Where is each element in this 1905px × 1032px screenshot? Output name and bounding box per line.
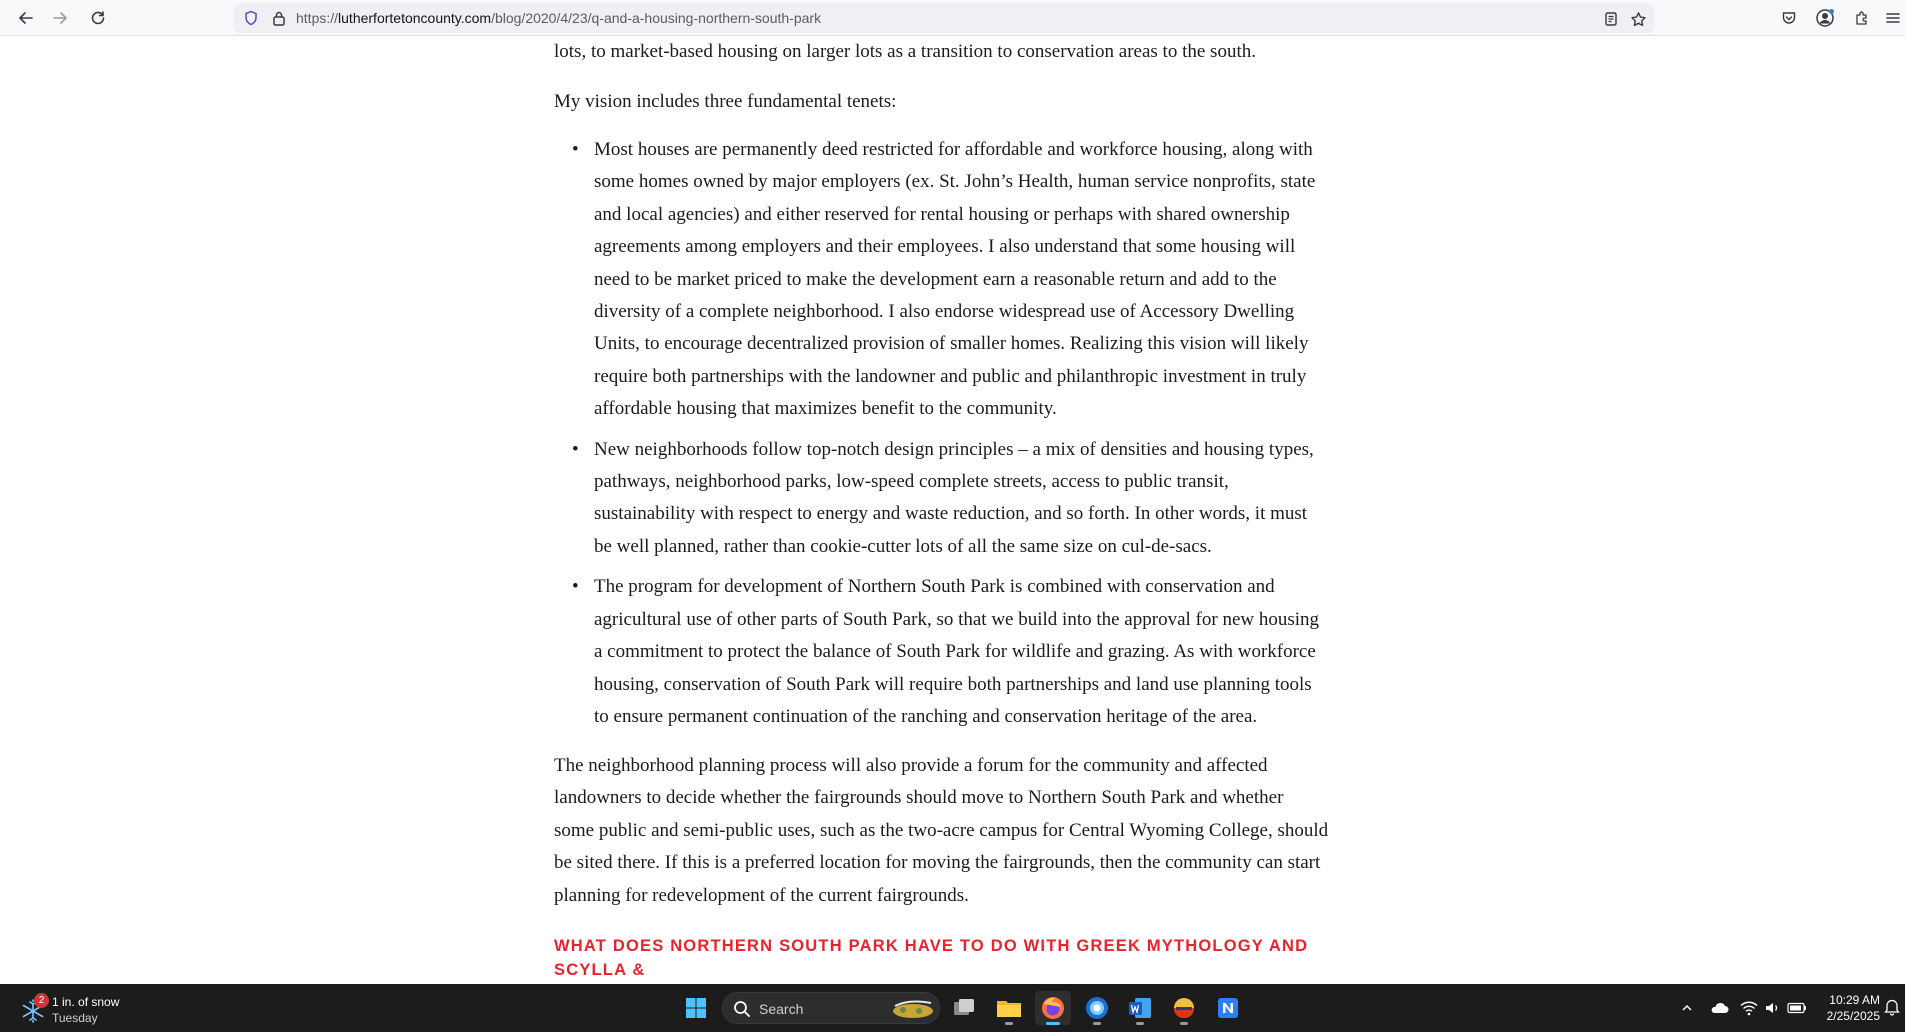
bullet-line: and local agencies) and either reserved for rental housing or perhaps with shared ownership [594, 203, 1290, 225]
url-prefix: https:// [296, 10, 339, 26]
bullet-line: diversity of a complete neighborhood. I also endorse widespread use of Accessory Dwelling [594, 301, 1295, 323]
account-icon[interactable] [1814, 7, 1836, 29]
tenets-list [572, 134, 1374, 741]
paragraph-line: be sited there. If this is a preferred location for moving the fairgrounds, then the community can start [554, 852, 1321, 874]
bullet-line: be well planned, rather than cookie-cutter lots of all the same size on cul-de-sacs. [594, 535, 1212, 557]
bullet-line: require both partnerships with the landowner and public and philanthropic investment in truly [594, 365, 1307, 387]
search-highlight-icon [887, 996, 935, 1020]
browser-icon [1084, 995, 1110, 1021]
reader-view-icon[interactable] [1601, 9, 1621, 29]
bullet-line: Units, to encourage decentralized provision of smaller homes. Realizing this vision will likely [594, 333, 1309, 355]
clock-time: 10:29 AM [1829, 993, 1880, 1007]
bookmark-star-icon[interactable] [1628, 9, 1648, 29]
menu-icon[interactable] [1882, 7, 1904, 29]
reload-button[interactable] [84, 5, 112, 31]
running-indicator [1005, 1022, 1013, 1025]
bullet-line: a commitment to protect the balance of South Park for wildlife and grazing. As with workforce [594, 641, 1316, 663]
taskbar [0, 984, 1905, 1032]
browser-toolbar [0, 0, 1905, 36]
paragraph-line: landowners to decide whether the fairgrounds should move to Northern South Park and whether [554, 787, 1284, 809]
running-indicator [1046, 1022, 1060, 1025]
app-button[interactable] [1166, 991, 1202, 1025]
bullet-line: pathways, neighborhood parks, low-speed complete streets, access to public transit, [594, 471, 1229, 493]
bullet-dot: • [572, 576, 579, 598]
url-host: lutherfortetoncounty.com [338, 10, 492, 26]
taskbar-search[interactable] [722, 992, 940, 1024]
file-explorer-icon [996, 997, 1022, 1019]
clock-date: 2/25/2025 [1826, 1009, 1880, 1023]
task-view-icon [952, 997, 976, 1019]
weather-text: 1 in. of snow [52, 995, 120, 1009]
url-path: /blog/2020/4/23/q-and-a-housing-northern-south-park [491, 10, 822, 26]
forward-icon [52, 10, 68, 26]
bullet-dot: • [572, 139, 579, 160]
heading-line: WHAT DOES NORTHERN SOUTH PARK HAVE TO DO WITH GREEK MYTHOLOGY AND SCYLLA & [554, 937, 1309, 979]
wifi-icon[interactable] [1738, 998, 1760, 1018]
word-button[interactable] [1122, 991, 1158, 1025]
bullet-line: to ensure permanent continuation of the ranching and conservation heritage of the area. [594, 705, 1258, 727]
shield-icon[interactable] [242, 9, 260, 27]
system-clock[interactable] [1802, 992, 1880, 1024]
bullet-line: The program for development of Northern South Park is combined with conservation and [594, 576, 1275, 598]
paragraph-fairgrounds [554, 750, 1374, 912]
weather-badge: 2 [34, 993, 49, 1008]
onedrive-icon[interactable] [1708, 998, 1730, 1018]
paragraph-line: some public and semi-public uses, such as the two-acre campus for Central Wyoming College, should [554, 819, 1329, 841]
paragraph-line: planning for redevelopment of the current fairgrounds. [554, 884, 969, 906]
volume-icon[interactable] [1762, 998, 1784, 1018]
app-icon [1171, 995, 1197, 1021]
word-icon [1127, 996, 1153, 1020]
back-button[interactable] [12, 5, 40, 31]
bullet-dot: • [572, 438, 579, 460]
extensions-icon[interactable] [1851, 7, 1873, 29]
file-explorer-button[interactable] [991, 991, 1027, 1025]
bullet-line: housing, conservation of South Park will require both partnerships and land use planning tools [594, 673, 1312, 695]
bullet-line: some homes owned by major employers (ex. St. John’s Health, human service nonprofits, state [594, 171, 1316, 193]
paragraph-lots: lots, to market-based housing on larger lots as a transition to conservation areas to the south. [554, 41, 1256, 62]
start-icon [685, 997, 707, 1019]
paragraph-line: The neighborhood planning process will also provide a forum for the community and affected [554, 755, 1268, 776]
list-item [572, 571, 1374, 733]
notification-bell-icon[interactable] [1884, 998, 1902, 1018]
chevron-up-icon[interactable] [1676, 998, 1698, 1018]
bullet-line: sustainability with respect to energy and waste reduction, and so forth. In other words, it must [594, 503, 1308, 525]
bullet-line: Most houses are permanently deed restricted for affordable and workforce housing, along with [594, 139, 1313, 160]
task-view-button[interactable] [946, 991, 982, 1025]
running-indicator [1180, 1022, 1188, 1025]
lock-icon[interactable] [270, 9, 288, 27]
start-button[interactable] [678, 991, 714, 1025]
bullet-line: need to be market priced to make the development earn a reasonable return and add to the [594, 268, 1277, 290]
list-item [572, 134, 1374, 426]
running-indicator [1093, 1022, 1101, 1025]
pocket-icon[interactable] [1778, 7, 1800, 29]
firefox-icon [1040, 995, 1066, 1021]
paragraph-vision: My vision includes three fundamental tenets: [554, 91, 897, 112]
bullet-line: agreements among employers and their employees. I also understand that some housing will [594, 236, 1296, 258]
bullet-line: New neighborhoods follow top-notch design principles – a mix of densities and housing types, [594, 438, 1314, 460]
url-bar[interactable] [234, 3, 1654, 33]
back-icon [18, 10, 34, 26]
search-icon [733, 1000, 751, 1018]
reload-icon [90, 10, 106, 26]
weather-widget[interactable] [18, 992, 168, 1026]
running-indicator [1136, 1022, 1144, 1025]
list-item [572, 434, 1374, 564]
forward-button[interactable] [46, 5, 74, 31]
search-placeholder: Search [759, 1001, 804, 1017]
notion-button[interactable] [1210, 991, 1246, 1025]
url-text[interactable] [296, 10, 821, 26]
bullet-line: affordable housing that maximizes benefit to the community. [594, 398, 1057, 420]
browser-button[interactable] [1079, 991, 1115, 1025]
bullet-line: agricultural use of other parts of South Park, so that we build into the approval for new housing [594, 608, 1320, 630]
firefox-button[interactable] [1035, 991, 1071, 1025]
notion-icon [1216, 996, 1240, 1020]
weather-day: Tuesday [52, 1011, 98, 1025]
